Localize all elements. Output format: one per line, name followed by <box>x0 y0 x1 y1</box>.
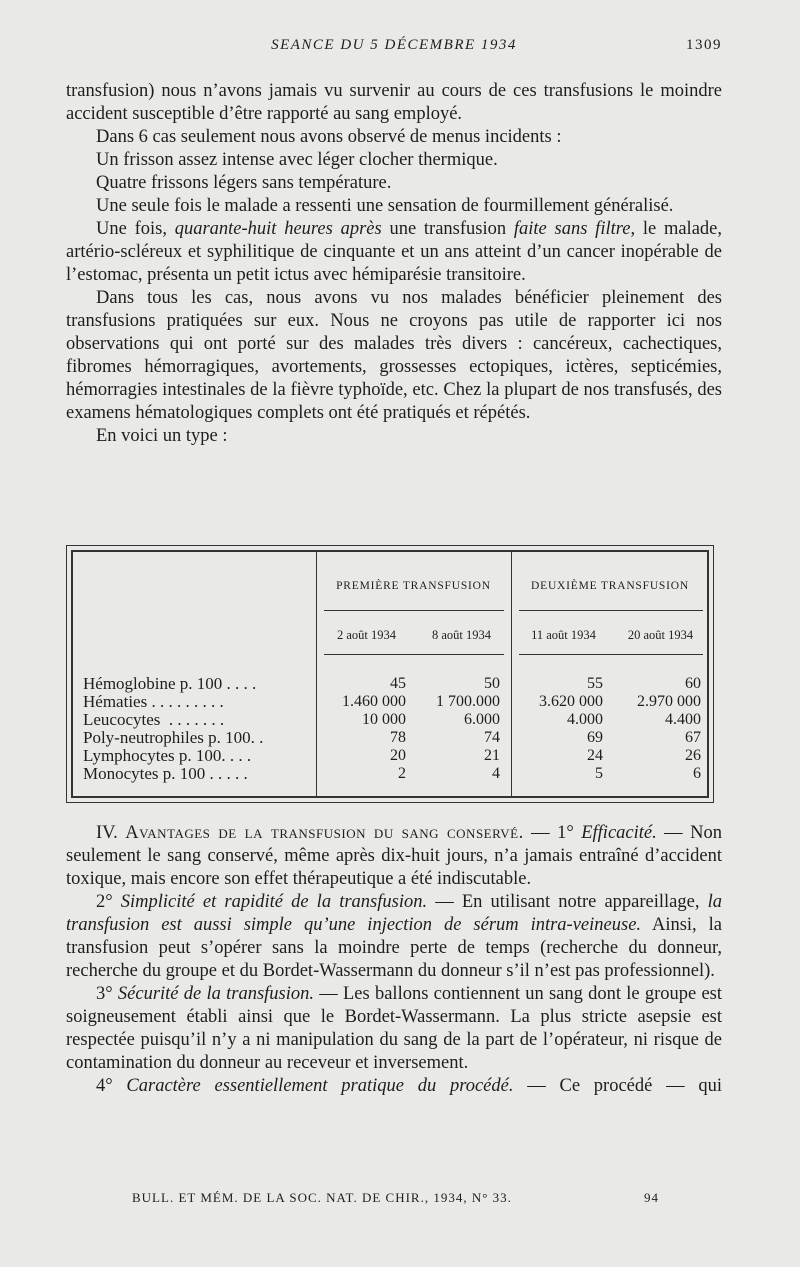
table-cell: 21 <box>484 747 500 764</box>
header-rule <box>324 610 504 611</box>
italic-run: faite sans filtre <box>513 219 631 239</box>
table-cell: 55 <box>587 675 603 692</box>
date-header: 20 août 1934 <box>627 628 694 642</box>
running-head <box>66 37 722 57</box>
paragraph: Une seule fois le malade a ressenti une sensation de fourmillement généralisé. <box>96 196 674 216</box>
table-cell: 69 <box>587 729 603 746</box>
running-title: SEANCE DU 5 DÉCEMBRE 1934 <box>271 37 517 53</box>
italic-run: Caractère essentiellement pratique du procédé. <box>126 1076 514 1096</box>
table-cell: 20 <box>390 747 406 764</box>
table-cell: 5 <box>595 765 603 782</box>
italic-run: Simplicité et rapidité de la transfusion. <box>120 892 428 912</box>
row-label: Poly-neutrophiles p. 100. . <box>83 728 264 747</box>
table-cell: 3.620 000 <box>539 693 603 710</box>
page-number: 1309 <box>686 37 722 53</box>
table-cell: 6 <box>693 765 701 782</box>
paragraph: transfusion) nous n’avons jamais vu survenir au cours de ces transfusions le moindre accident susceptible d’être rapporté au sang employé. <box>66 81 722 124</box>
table-cell: 60 <box>685 675 701 692</box>
item-number: 4° <box>96 1076 127 1096</box>
paragraph <box>66 218 722 287</box>
section-title: Avantages de la transfusion du sang conservé. <box>125 823 524 843</box>
item-number: 2° <box>96 892 121 912</box>
item-number: 3° <box>96 984 118 1004</box>
text-run: — Non seulement le sang conservé, même après dix-huit jours, n’a jamais entraîné d’accident toxique, mais encore son effet thérapeutique a été indiscutable. <box>66 823 722 889</box>
section-number: IV. <box>96 823 126 843</box>
sheet-number: 94 <box>644 1190 659 1205</box>
header-rule <box>324 654 504 655</box>
text-run: — En utilisant notre appareillage, <box>427 892 708 912</box>
row-label: Hémoglobine p. 100 . . . . <box>83 674 257 693</box>
body-text-top <box>66 80 722 448</box>
paragraph <box>66 983 722 1075</box>
table-cell: 2 <box>398 765 406 782</box>
date-header: 2 août 1934 <box>336 628 397 642</box>
paragraph: Dans 6 cas seulement nous avons observé de menus incidents : <box>96 127 562 147</box>
table-cell: 45 <box>390 675 406 692</box>
text-run: Ainsi, la transfusion peut s’opérer sans la moindre perte de temps (recherche du donneur, recherche du groupe et du Bordet-Wassermann du donneur s’il n’est pas professionnel). <box>66 915 722 981</box>
paragraph <box>66 822 722 891</box>
group-header-first: PREMIÈRE TRANSFUSION <box>336 580 491 592</box>
journal-citation: BULL. ET MÉM. DE LA SOC. NAT. DE CHIR., 1934, N° 33. <box>132 1190 512 1205</box>
body-text-bottom <box>66 822 722 1098</box>
text-run: — Ce procédé — qui <box>513 1076 722 1096</box>
table-cell: 10 000 <box>362 711 406 728</box>
table-cell: 1.460 000 <box>342 693 406 710</box>
date-header: 11 août 1934 <box>531 628 596 642</box>
date-header: 8 août 1934 <box>431 628 492 642</box>
group-header-second: DEUXIÈME TRANSFUSION <box>531 580 689 592</box>
table-cell: 78 <box>390 729 406 746</box>
text-run: — Les ballons contiennent un sang dont le groupe est soigneusement établi ainsi que le Bordet-Wassermann. La plus stricte asepsie est respectée puisqu’il n’y a ni manipulation du sang de la part de l’opérateur, ni risque de contamination du donneur au receveur et inversement. <box>66 984 723 1073</box>
row-label: Hématies . . . . . . . . . <box>83 692 224 711</box>
text-run: Une fois, <box>96 219 175 239</box>
table-cell: 1 700.000 <box>436 693 500 710</box>
text-run: une transfusion <box>381 219 514 239</box>
table-cell: 2.970 000 <box>637 693 701 710</box>
table-cell: 4.000 <box>567 711 603 728</box>
paragraph <box>66 1075 722 1098</box>
blood-count-table <box>66 545 714 803</box>
text-run: , le malade, artério-scléreux et syphilitique de cinquante et un ans atteint d’un cancer inopérable de l’estomac, présenta un petit ictus avec hémiparésie transitoire. <box>66 219 722 285</box>
table-cell: 4 <box>492 765 500 782</box>
table-cell: 74 <box>484 729 500 746</box>
table-cell: 26 <box>685 747 701 764</box>
row-label: Monocytes p. 100 . . . . . <box>83 764 248 783</box>
italic-run: Efficacité. <box>581 823 657 843</box>
italic-run: quarante-huit heures après <box>174 219 382 239</box>
italic-run: la transfusion est aussi simple qu’une injection de sérum intra-veineuse. <box>66 892 722 935</box>
row-label: Lymphocytes p. 100. . . . <box>83 746 252 765</box>
table-cell: 50 <box>484 675 500 692</box>
paragraph: En voici un type : <box>96 426 228 446</box>
header-rule <box>519 654 703 655</box>
paragraph <box>66 891 722 983</box>
table-cell: 4.400 <box>665 711 701 728</box>
row-label: Leucocytes . . . . . . . <box>83 710 225 729</box>
italic-run: Sécurité de la transfusion. <box>117 984 315 1004</box>
paragraph: Un frisson assez intense avec léger clocher thermique. <box>96 150 498 170</box>
table-cell: 67 <box>685 729 701 746</box>
table-cell: 24 <box>587 747 603 764</box>
text-run: — 1° <box>523 823 582 843</box>
table-cell: 6.000 <box>464 711 500 728</box>
paragraph: Quatre frissons légers sans température. <box>96 173 392 193</box>
table-inner-border <box>71 550 709 798</box>
paragraph: Dans tous les cas, nous avons vu nos malades bénéficier pleinement des transfusions pratiquées sur eux. Nous ne croyons pas utile de rapporter ici nos observations qui ont porté sur des malades très divers : cancéreux, cachectiques, fibromes hémorragiques, avortements, grossesses ectopiques, ictères, septicémies, hémorragies intestinales de la fièvre typhoïde, etc. Chez la plupart de nos transfusés, des examens hématologiques complets ont été pratiqués et répétés. <box>66 288 722 423</box>
header-rule <box>519 610 703 611</box>
